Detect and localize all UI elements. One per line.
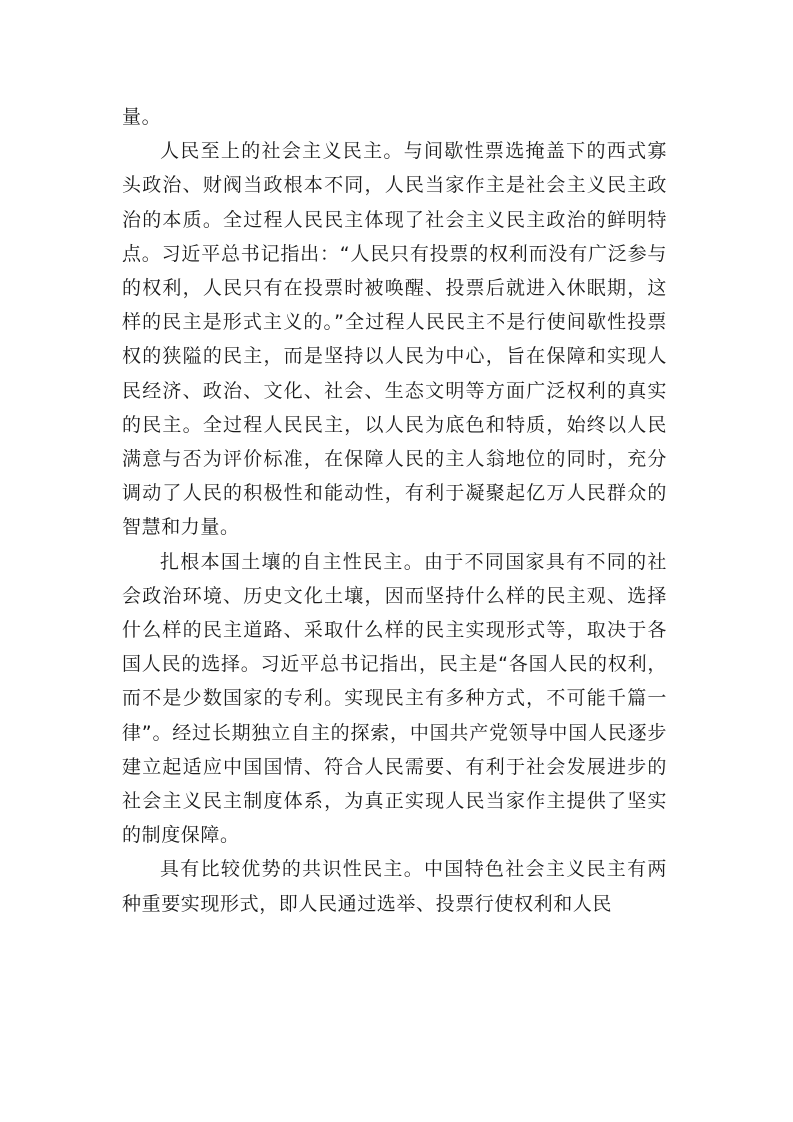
paragraph-consensus-democracy: 具有比较优势的共识性民主。中国特色社会主义民主有两种重要实现形式，即人民通过选举、投票行使权利和人民 (122, 858, 667, 915)
document-body (122, 100, 667, 921)
paragraph-people-supreme-democracy: 人民至上的社会主义民主。与间歇性票选掩盖下的西式寡头政治、财阀当政根本不同，人民当家作主是社会主义民主政治的本质。全过程人民民主体现了社会主义民主政治的鲜明特点。习近平总书记指出：“人民只有投票的权利而没有广泛参与的权利，人民只有在投票时被唤醒、投票后就进入休眠期，这样的民主是形式主义的。”全过程人民民主不是行使间歇性投票权的狭隘的民主，而是坚持以人民为中心，旨在保障和实现人民经济、政治、文化、社会、生态文明等方面广泛权利的真实的民主。全过程人民民主，以人民为底色和特质，始终以人民满意与否为评价标准，在保障人民的主人翁地位的同时，充分调动了人民的积极性和能动性，有利于凝聚起亿万人民群众的智慧和力量。 (122, 140, 667, 539)
paragraph-autonomous-democracy: 扎根本国土壤的自主性民主。由于不同国家具有不同的社会政治环境、历史文化土壤，因而坚持什么样的民主观、选择什么样的民主道路、采取什么样的民主实现形式等，取决于各国人民的选择。习近平总书记指出，民主是“各国人民的权利，而不是少数国家的专利。实现民主有多种方式，不可能千篇一律”。经过长期独立自主的探索，中国共产党领导中国人民逐步建立起适应中国国情、符合人民需要、有利于社会发展进步的社会主义民主制度体系，为真正实现人民当家作主提供了坚实的制度保障。 (122, 550, 667, 847)
paragraph-continuation: 量。 (122, 106, 162, 128)
